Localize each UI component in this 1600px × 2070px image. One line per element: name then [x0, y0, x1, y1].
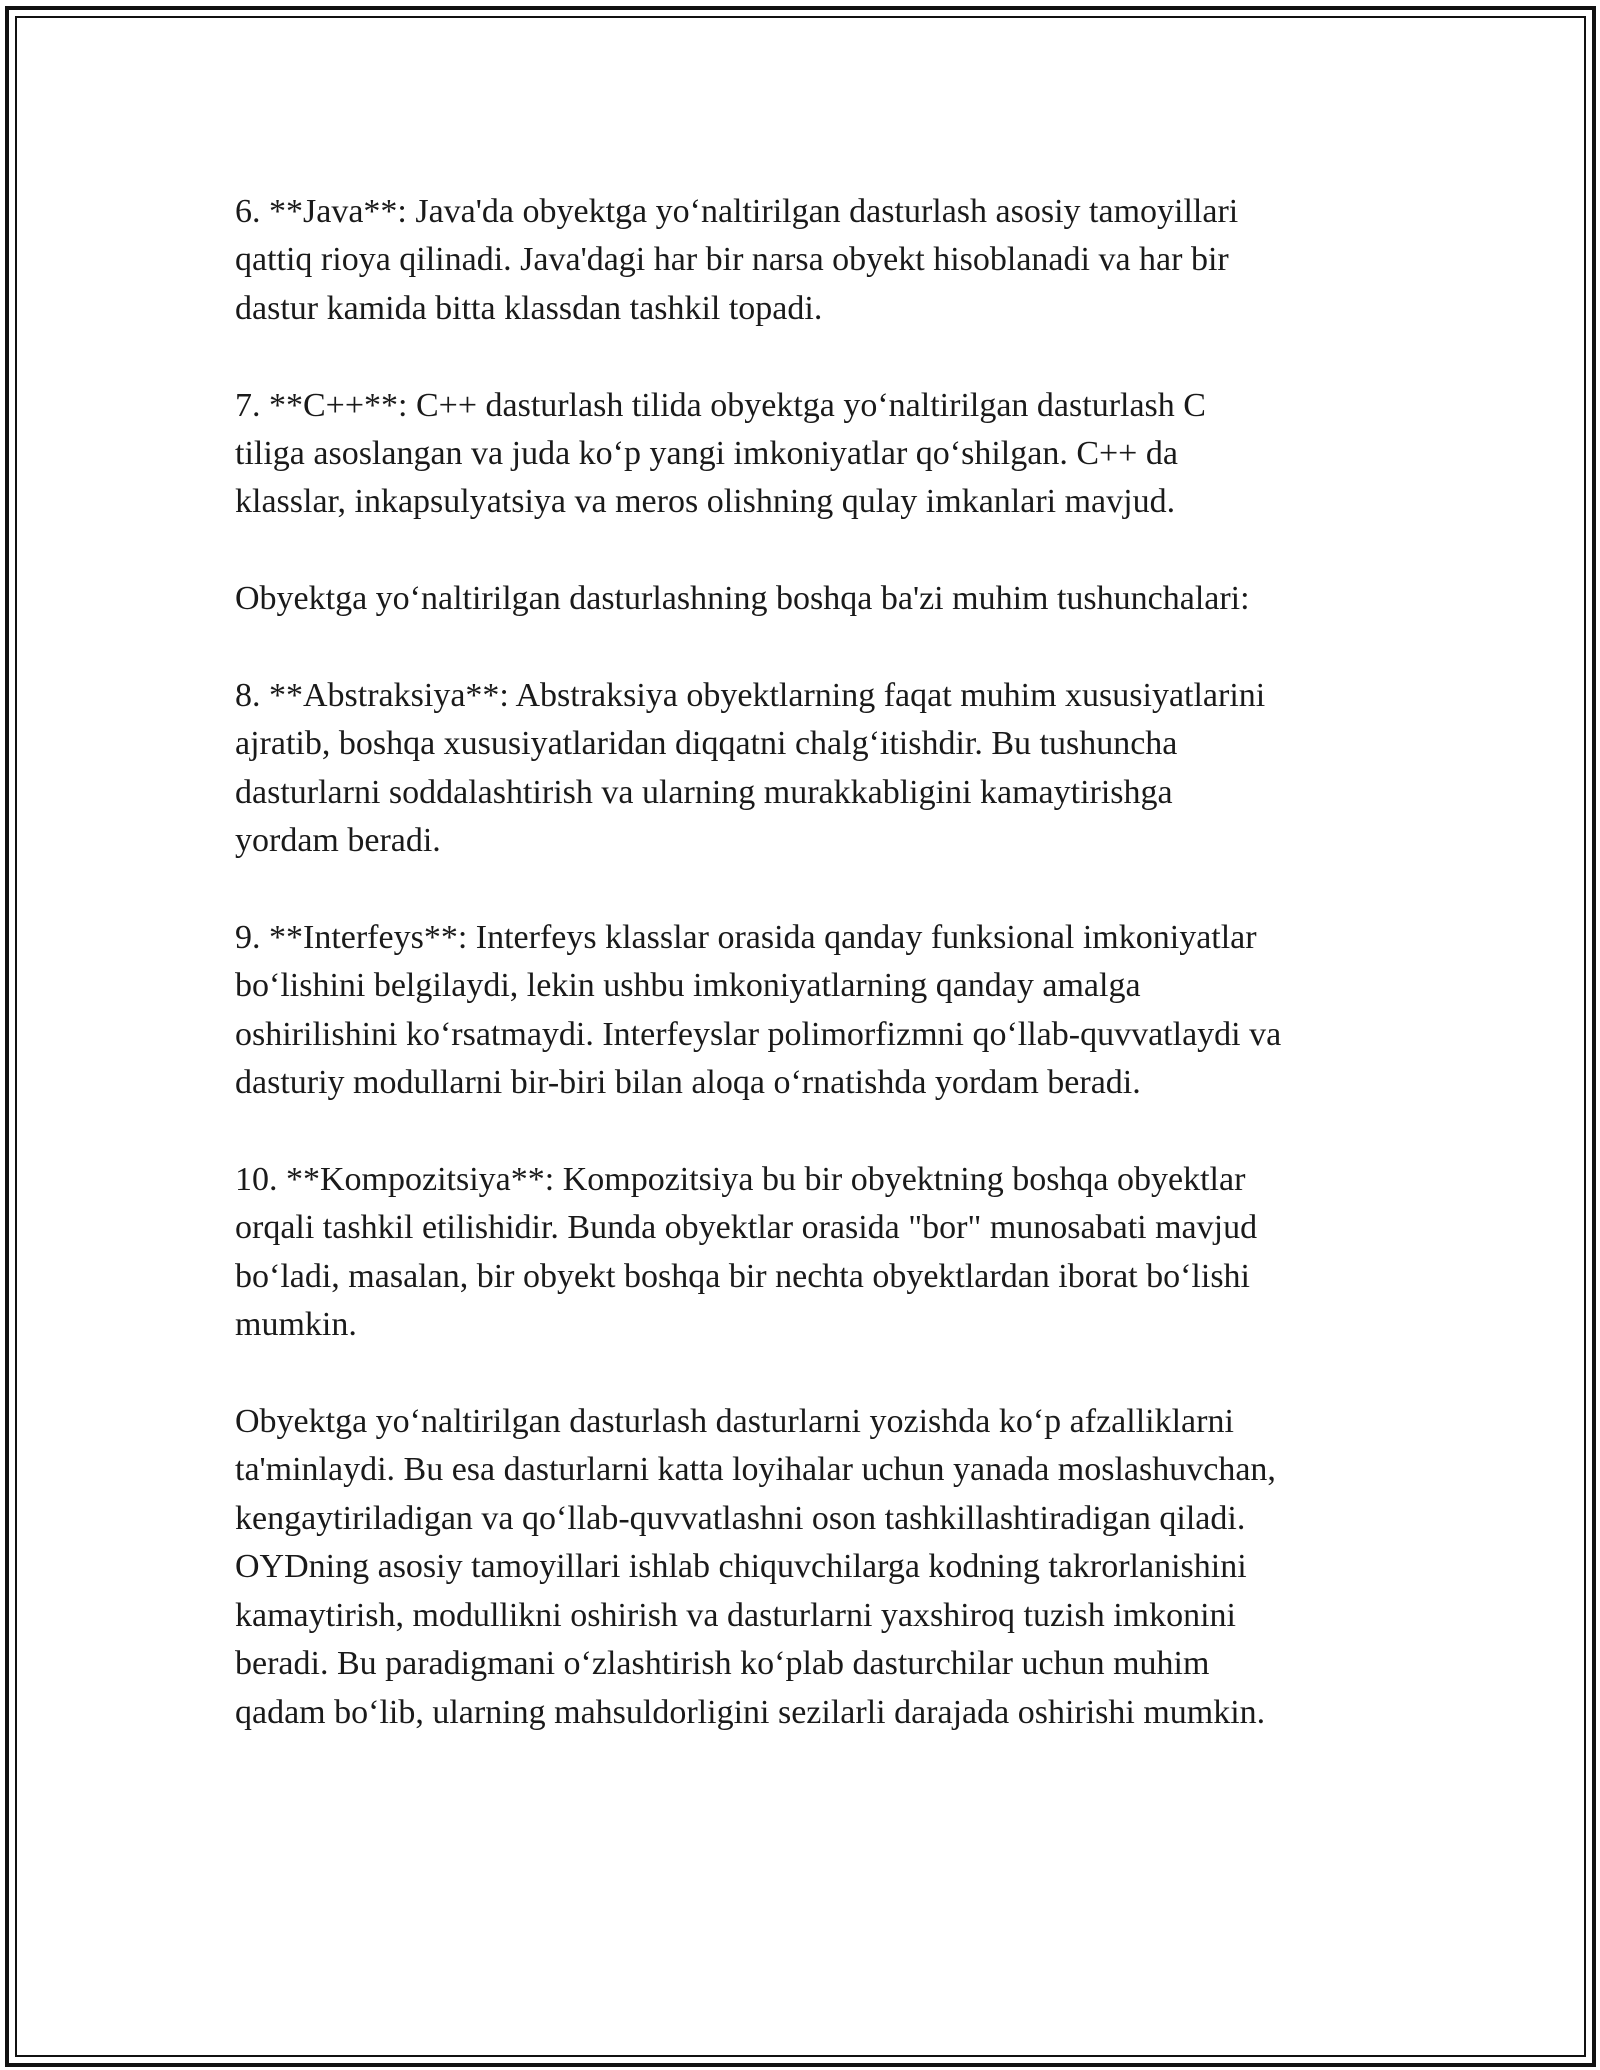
paragraph-abstraksiya: 8. **Abstraksiya**: Abstraksiya obyektlarning faqat muhim xususiyatlarini ajratib, boshqa xususiyatlaridan diqqatni chalg‘itishdir. Bu tushuncha dasturlarni soddalashtirish va ularning murakkabligini kamaytirishga yordam beradi. — [235, 677, 1266, 860]
paragraph-java: 6. **Java**: Java'da obyektga yo‘naltirilgan dasturlash asosiy tamoyillari qattiq rioya qilinadi. Java'dagi har bir narsa obyekt hisoblanadi va har bir dastur kamida bitta klassdan tashkil topadi. — [235, 193, 1239, 327]
paragraph-interfeys: 9. **Interfeys**: Interfeys klasslar orasida qanday funksional imkoniyatlar bo‘lishini belgilaydi, lekin ushbu imkoniyatlarning qanday amalga oshirilishini ko‘rsatmaydi. Interfeyslar polimorfizmni qo‘llab-quvvatlaydi va dasturiy modullarni bir-biri bilan aloqa o‘rnatishda yordam beradi. — [235, 919, 1282, 1102]
paragraph-other-concepts-intro: Obyektga yo‘naltirilgan dasturlashning boshqa ba'zi muhim tushunchalari: — [235, 580, 1250, 618]
paragraph-conclusion: Obyektga yo‘naltirilgan dasturlash dasturlarni yozishda ko‘p afzalliklarni ta'minlaydi. Bu esa dasturlarni katta loyihalar uchun yanada moslashuvchan, kengaytiriladigan va qo‘llab-quvvatlashni oson tashkillashtiradigan qiladi. OYDning asosiy tamoyillari ishlab chiquvchilarga kodning takrorlanishini kamaytirish, modullikni oshirish va dasturlarni yaxshiroq tuzish imkonini beradi. Bu paradigmani o‘zlashtirish ko‘plab dasturchilar uchun muhim qadam bo‘lib, ularning mahsuldorligini sezilarli darajada oshirishi mumkin. — [235, 1403, 1276, 1731]
paragraph-cpp: 7. **C++**: C++ dasturlash tilida obyektga yo‘naltirilgan dasturlash C tiliga asoslangan va juda ko‘p yangi imkoniyatlar qo‘shilgan. C++ da klasslar, inkapsulyatsiya va meros olishning qulay imkanlari mavjud. — [235, 386, 1206, 521]
paragraph-kompozitsiya: 10. **Kompozitsiya**: Kompozitsiya bu bir obyektning boshqa obyektlar orqali tashkil etilishidir. Bunda obyektlar orasida "bor" munosabati mavjud bo‘ladi, masalan, bir obyekt boshqa bir nechta obyektlardan iborat bo‘lishi mumkin. — [235, 1161, 1258, 1344]
document-body — [235, 188, 1375, 1785]
